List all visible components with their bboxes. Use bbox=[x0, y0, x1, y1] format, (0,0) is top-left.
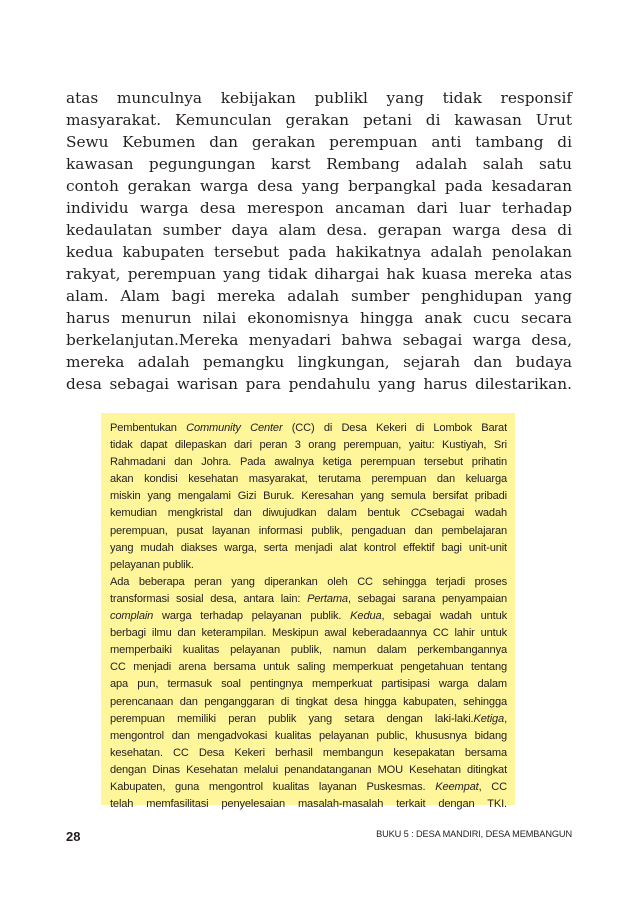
box-text-line: mengontrol dan mengadvokasi kualitas pelayanan public, khususnya bidang bbox=[110, 729, 507, 742]
box-text-line: pelayanan publik. bbox=[110, 558, 194, 571]
box-text-line: Rahmadani dan Johra. Pada awalnya ketiga perempuan tersebut prihatin bbox=[110, 456, 507, 469]
box-text-line: berbagi ilmu dan keterampilan. Meskipun awal keberadaannya CC lahir untuk bbox=[110, 627, 507, 640]
box-text-line: apa pun, termasuk soal pentingnya memperkuat partisipasi warga dalam bbox=[110, 678, 507, 691]
main-text-line: kedua kabupaten tersebut pada hakikatnya adalah penolakan bbox=[66, 243, 572, 261]
main-text-line: masyarakat. Kemunculan gerakan petani di kawasan Urut bbox=[66, 111, 572, 129]
main-text-line: atas munculnya kebijakan publikl yang tidak responsif bbox=[66, 89, 572, 107]
box-text-line: perencanaan dan penganggaran di tingkat desa hingga kabupaten, sehingga bbox=[110, 695, 507, 708]
main-paragraph bbox=[66, 87, 572, 395]
main-text-line: mereka adalah pemangku lingkungan, sejarah dan budaya bbox=[66, 353, 572, 371]
main-text-line: contoh gerakan warga desa yang berpangkal pada kesadaran bbox=[66, 177, 572, 195]
highlight-box bbox=[101, 413, 515, 811]
main-text-line: rakyat, perempuan yang tidak dihargai hak kuasa mereka atas bbox=[66, 265, 572, 283]
main-text-line: kawasan pegungungan karst Rembang adalah salah satu bbox=[66, 155, 572, 173]
box-text-line: Ada beberapa peran yang diperankan oleh CC sehingga terjadi proses bbox=[110, 575, 507, 588]
box-text-line: perempuan memiliki peran publik yang setara dengan laki-laki.Ketiga, bbox=[110, 712, 507, 725]
box-text-line: transformasi sosial desa, antara lain: Pertama, sebagai sarana penyampaian bbox=[110, 592, 507, 605]
box-text-line: dengan Dinas Kesehatan melalui penandatanganan MOU Kesehatan ditingkat bbox=[110, 763, 507, 776]
highlight-box-text bbox=[110, 420, 507, 813]
box-text-line: miskin yang mengalami Gizi Buruk. Keresahan yang semula bersifat pribadi bbox=[110, 490, 507, 503]
main-text-line: Sewu Kebumen dan gerakan perempuan anti tambang di bbox=[66, 133, 572, 151]
main-text-line: berkelanjutan.Mereka menyadari bahwa sebagai warga desa, bbox=[66, 331, 572, 349]
running-footer-title: BUKU 5 : DESA MANDIRI, DESA MEMBANGUN bbox=[376, 829, 572, 839]
main-text-line: harus menurun nilai ekonomisnya hingga anak cucu secara bbox=[66, 309, 572, 327]
box-text-line: Pembentukan Community Center (CC) di Desa Kekeri di Lombok Barat bbox=[110, 422, 508, 434]
main-text-line: individu warga desa merespon ancaman dari luar terhadap bbox=[66, 199, 572, 217]
main-text-line: kedaulatan sumber daya alam desa. gerapan warga desa di bbox=[66, 221, 572, 239]
page-number: 28 bbox=[66, 829, 81, 844]
main-text-line: desa sebagai warisan para pendahulu yang harus dilestarikan. bbox=[66, 375, 572, 393]
box-text-line: tidak dapat dilepaskan dari peran 3 orang perempuan, yaitu: Kustiyah, Sri bbox=[110, 439, 507, 452]
box-text-line: memperbaiki kualitas pelayanan publik, namun dalam perkembangannya bbox=[110, 644, 507, 657]
box-text-line: kemudian mengkristal dan diwujudkan dalam bentuk CCsebagai wadah bbox=[110, 507, 507, 520]
main-text-line: alam. Alam bagi mereka adalah sumber penghidupan yang bbox=[66, 287, 572, 305]
box-text-line: Kabupaten, guna mengontrol kualitas layanan Puskesmas. Keempat, CC bbox=[110, 780, 508, 793]
box-text-line: akan kondisi kesehatan masyarakat, terutama perempuan dan keluarga bbox=[110, 473, 507, 486]
box-text-line: yang mudah diakses warga, serta menjadi alat kontrol effektif bagi unit-unit bbox=[110, 541, 507, 554]
box-text-line: perempuan, pusat layanan informasi publik, pengaduan dan pembelajaran bbox=[110, 524, 507, 537]
box-text-line: CC menjadi arena bersama untuk saling memperkuat pengetahuan tentang bbox=[110, 661, 507, 674]
box-text-line: telah memfasilitasi penyelesaian masalah-masalah terkait dengan TKI. bbox=[110, 798, 507, 811]
box-text-line: kesehatan. CC Desa Kekeri berhasil membangun kesepakatan bersama bbox=[110, 746, 507, 759]
box-text-line: complain warga terhadap pelayanan publik. Kedua, sebagai wadah untuk bbox=[110, 610, 508, 623]
